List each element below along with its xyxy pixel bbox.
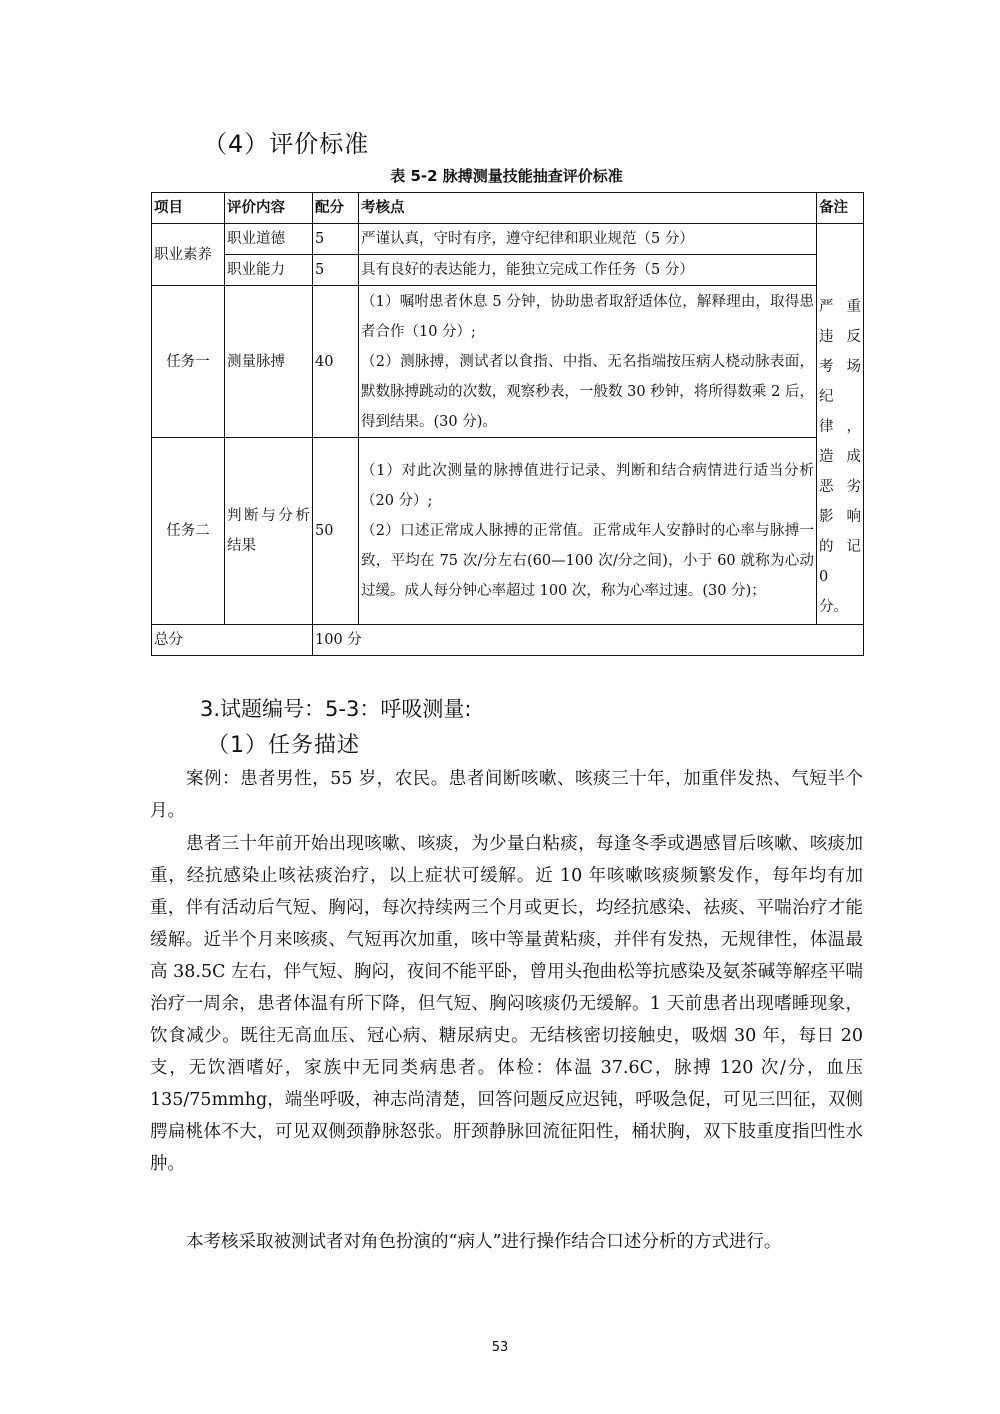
points-line-1: （1）嘱咐患者休息 5 分钟，协助患者取舒适体位，解释理由，取得患者合作（10 分）; [361,293,814,340]
table-total-row [152,625,864,656]
cell-points: 具有良好的表达能力，能独立完成工作任务（5 分） [359,255,817,286]
section-3-title: 3.试题编号：5-3：呼吸测量: [200,697,472,721]
header-item: 项目 [152,193,225,224]
section-heading-evaluation: （4）评价标准 [203,130,370,158]
table-row [152,224,864,255]
cell-remark: 严重违反考场纪律，造成恶劣影响的记 0 分。 [817,224,864,625]
header-content: 评价内容 [225,193,313,224]
method-paragraph: 本考核采取被测试者对角色扮演的“病人”进行操作结合口述分析的方式进行。 [186,1232,782,1252]
cell-content: 测量脉搏 [225,286,313,438]
cell-score: 5 [313,255,359,286]
table-row [152,255,864,286]
evaluation-table [151,192,864,656]
task-description-heading: （1）任务描述 [207,733,360,758]
table-row [152,286,864,438]
header-score: 配分 [313,193,359,224]
cell-score: 50 [313,438,359,625]
cell-item: 任务一 [152,286,225,438]
cell-score: 5 [313,224,359,255]
cell-total-value: 100 分 [313,625,864,656]
cell-item: 职业素养 [152,224,225,286]
cell-points [359,438,817,625]
points-line-2: （2）测脉搏，测试者以食指、中指、无名指端按压病人桡动脉表面，默数脉搏跳动的次数，观察秒表，一般数 30 秒钟，将所得数乘 2 后，得到结果。(30 分)。 [361,353,814,430]
table-caption: 表 5-2 脉搏测量技能抽查评价标准 [390,167,623,185]
header-points: 考核点 [359,193,817,224]
points-line-2: （2）口述正常成人脉搏的正常值。正常成年人安静时的心率与脉搏一致，平均在 75 次/分左右(60—100 次/分之间)，小于 60 就称为心动过缓。成人每分钟心率超过 100 次，称为心率过速。(30 分)； [361,523,814,599]
cell-total-label: 总分 [152,625,313,656]
cell-points: 严谨认真，守时有序，遵守纪律和职业规范（5 分） [359,224,817,255]
table-row [152,438,864,625]
history-paragraph: 患者三十年前开始出现咳嗽、咳痰，为少量白粘痰，每逢冬季或遇感冒后咳嗽、咳痰加重，经抗感染止咳祛痰治疗，以上症状可缓解。近 10 年咳嗽咳痰频繁发作，每年均有加重，伴有活动后气短、胸闷，每次持续两三个月或更长，均经抗感染、祛痰、平喘治疗才能缓解。近半个月来咳痰、气短再次加重，咳中等量黄粘痰，并伴有发热，无规律性，体温最高 38.5C 左右，伴气短、胸闷，夜间不能平卧，曾用头孢曲松等抗感染及氨茶碱等解痉平喘治疗一周余，患者体温有所下降，但气短、胸闷咳痰仍无缓解。1 天前患者出现嗜睡现象，饮食减少。既往无高血压、冠心病、糖尿病史。无结核密切接触史，吸烟 30 年，每日 20 支，无饮酒嗜好，家族中无同类病患者。体检：体温 37.6C，脉搏 120 次/分，血压 135/75mmhg，端坐呼吸，神志尚清楚，回答问题反应迟钝，呼吸急促，可见三凹征，双侧腭扁桃体不大，可见双侧颈静脉怒张。肝颈静脉回流征阳性，桶状胸，双下肢重度指凹性水肿。 [150,834,863,1174]
table-header-row [152,193,864,224]
header-remark: 备注 [817,193,864,224]
cell-content: 职业能力 [225,255,313,286]
cell-points [359,286,817,438]
cell-content: 职业道德 [225,224,313,255]
case-paragraph: 案例：患者男性，55 岁，农民。患者间断咳嗽、咳痰三十年，加重伴发热、气短半个月。 [150,769,863,821]
cell-score: 40 [313,286,359,438]
cell-item: 任务二 [152,438,225,625]
points-line-1: （1）对此次测量的脉搏值进行记录、判断和结合病情进行适当分析（20 分）; [361,463,814,509]
cell-content: 判断与分析结果 [225,438,313,625]
page-number: 53 [491,1340,509,1355]
